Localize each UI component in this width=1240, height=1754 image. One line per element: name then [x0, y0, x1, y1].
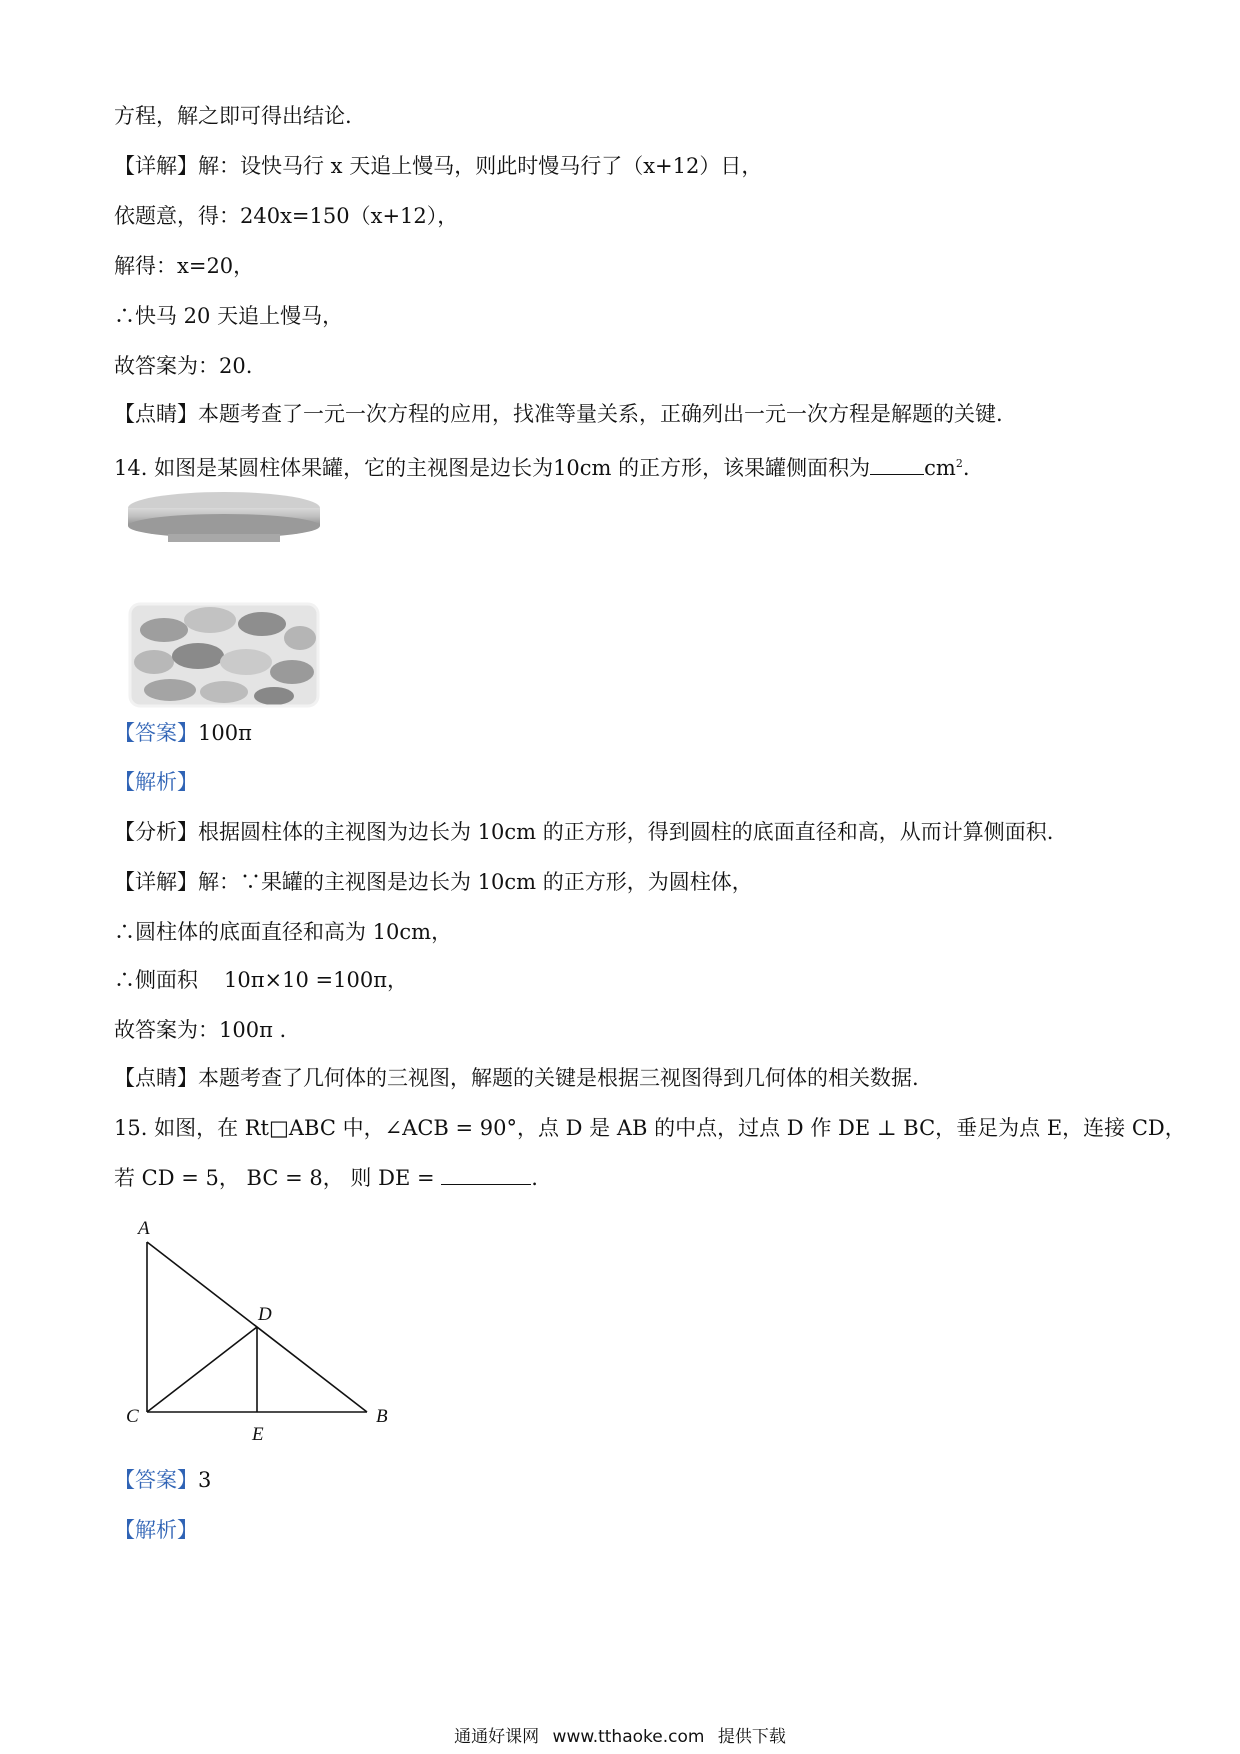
label-d: D — [258, 1304, 272, 1325]
text-line: 故答案为：100π . — [114, 1018, 287, 1042]
analysis-tag-15: 【解析】 — [114, 1518, 198, 1542]
question-14: 14. 如图是某圆柱体果罐，它的主视图是边长为10cm 的正方形，该果罐侧面积为 $cm^2$. — [114, 456, 970, 480]
text-line: 【详解】解：∵果罐的主视图是边长为 10cm 的正方形，为圆柱体， — [114, 870, 753, 894]
label-a: A — [138, 1218, 150, 1239]
text-line: 【分析】根据圆柱体的主视图为边长为 10cm 的正方形，得到圆柱的底面直径和高，从而计算侧面积. — [114, 820, 1054, 844]
jar-body — [130, 604, 318, 706]
question-15-line-2: 若 CD = 5， BC = 8， 则 DE = . — [114, 1166, 538, 1190]
footer-url[interactable]: www.tthaoke.com — [552, 1727, 705, 1747]
answer-blank — [870, 456, 924, 475]
text-line: ∴圆柱体的底面直径和高为 10cm， — [114, 920, 453, 944]
answer-14: 【答案】100π — [114, 721, 252, 745]
label-c: C — [126, 1406, 139, 1427]
triangle-figure — [120, 1212, 400, 1442]
analysis-tag-14: 【解析】 — [114, 770, 198, 794]
footer-suffix: 提供下载 — [717, 1727, 786, 1747]
text-line: 方程，解之即可得出结论. — [114, 104, 352, 128]
footer-site-name: 通通好课网 — [454, 1727, 540, 1747]
page-footer — [0, 1722, 1240, 1747]
text-line: ∴侧面积 10π×10 =100π， — [114, 968, 408, 992]
label-b: B — [376, 1406, 388, 1427]
segment-cd — [147, 1327, 257, 1412]
text-line: 解得：x=20， — [114, 254, 255, 278]
jar-photo — [124, 490, 324, 710]
text-line: 依题意，得：240x=150（x+12）， — [114, 204, 459, 228]
text-line: 【点睛】本题考查了一元一次方程的应用，找准等量关系，正确列出一元一次方程是解题的关键. — [114, 402, 1003, 426]
answer-blank — [441, 1166, 531, 1185]
text-line: ∴快马 20 天追上慢马， — [114, 304, 344, 328]
text-line: 故答案为：20. — [114, 354, 253, 378]
answer-15: 【答案】3 — [114, 1468, 212, 1492]
label-e: E — [252, 1424, 264, 1442]
jar-lid — [128, 492, 320, 542]
text-line: 【点睛】本题考查了几何体的三视图，解题的关键是根据三视图得到几何体的相关数据. — [114, 1066, 919, 1090]
question-15: 15. 如图，在 Rt□ABC 中，∠ACB = 90°，点 D 是 AB 的中点，过点 D 作 DE ⊥ BC，垂足为点 E，连接 CD， — [114, 1116, 1186, 1140]
text-line: 【详解】解：设快马行 x 天追上慢马，则此时慢马行了（x+12）日， — [114, 154, 763, 178]
